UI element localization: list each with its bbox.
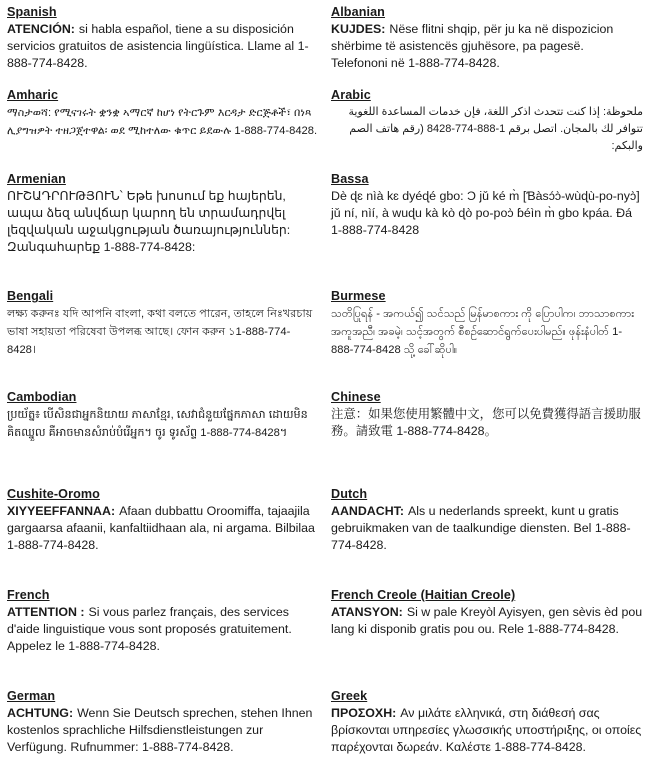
language-heading: Armenian bbox=[7, 172, 66, 186]
entry-bengali bbox=[7, 288, 319, 359]
notice-lead: ATENCIÓN: bbox=[7, 22, 75, 36]
notice-lead: ACHTUNG: bbox=[7, 706, 74, 720]
entry-german bbox=[7, 688, 319, 756]
entry-chinese bbox=[331, 389, 643, 440]
notice-lead: ՈՒՇԱԴՐՈՒԹՅՈՒՆ՝ bbox=[7, 189, 123, 203]
language-heading: Greek bbox=[331, 689, 368, 703]
entry-french-creole bbox=[331, 587, 643, 638]
language-heading: Spanish bbox=[7, 5, 57, 19]
notice-text: သတိပြုရန် - အကယ်၍ သင်သည် မြန်မာစကား ကို ပြောပါက၊ ဘာသာစကား အကူအညီ၊ အခမဲ့၊ သင့်အတွက် စီစဉ်ဆောင်ရွက်ပေးပါမည်။ ဖုန်းနံပါတ် 1-888-774-8428 သို့ ခေါ်ဆိုပါ။ bbox=[331, 308, 635, 356]
entry-cambodian bbox=[7, 389, 319, 442]
language-heading: Cambodian bbox=[7, 390, 77, 404]
notice-lead: XIYYEEFFANNAA: bbox=[7, 504, 116, 518]
notice-text: Afaan dubbattu Oroomiffa, tajaajila gargaarsa afaanii, kanfaltiidhaan ala, ni argama. Bilbilaa 1-888-774-8428. bbox=[7, 504, 315, 552]
notice-text: si habla español, tiene a su disposición servicios gratuitos de asistencia lingüística. Llame al 1-888-774-8428. bbox=[7, 22, 309, 70]
entry-burmese bbox=[331, 288, 643, 359]
notice-text: Si w pale Kreyòl Ayisyen, gen sèvis èd pou lang ki disponib gratis pou ou. Rele 1-888-774-8428. bbox=[331, 605, 643, 636]
notice-lead: KUJDES: bbox=[331, 22, 386, 36]
entry-french bbox=[7, 587, 319, 655]
notice-text: Si vous parlez français, des services d'aide linguistique vous sont proposés gratuitement. Appelez le 1-888-774-8428. bbox=[7, 605, 292, 653]
language-heading: Cushite-Oromo bbox=[7, 487, 100, 501]
language-heading: Albanian bbox=[331, 5, 385, 19]
language-heading: Amharic bbox=[7, 88, 59, 102]
language-heading: Dutch bbox=[331, 487, 368, 501]
notice-text: Als u nederlands spreekt, kunt u gratis gebruikmaken van de taalkundige diensten. Bel 1-888-774-8428. bbox=[331, 504, 631, 552]
entry-amharic bbox=[7, 87, 319, 140]
entry-cushite-oromo bbox=[7, 486, 319, 554]
entry-arabic bbox=[331, 87, 643, 155]
language-heading: Chinese bbox=[331, 390, 381, 404]
notice-text: Wenn Sie Deutsch sprechen, stehen Ihnen kostenlos sprachliche Hilfsdienstleistungen zur Verfügung. Rufnummer: 1-888-774-8428. bbox=[7, 706, 313, 754]
language-heading: French bbox=[7, 588, 50, 602]
language-heading: Arabic bbox=[331, 88, 371, 102]
entry-greek bbox=[331, 688, 643, 756]
language-heading: French Creole (Haitian Creole) bbox=[331, 588, 516, 602]
entry-armenian bbox=[7, 171, 319, 256]
language-heading: Burmese bbox=[331, 289, 386, 303]
notice-lead: ATANSYON: bbox=[331, 605, 403, 619]
notice-text: Dè ɖɛ nìà kɛ dyéɖé gbo: Ɔ jǔ ké m̀ [Ɓàsɔ́ɔ̀-wùɖù-po-nyɔ̀] jǔ ní, nìí, à wuɖu kà kò ɖò po-poɔ̀ ɓéìn m̀ gbo kpáa. Ɖá 1-888-774-8428 bbox=[331, 189, 640, 237]
notice-text: 注意：如果您使用繁體中文，您可以免費獲得語言援助服務。請致電 1-888-774-8428。 bbox=[331, 407, 641, 438]
entry-bassa bbox=[331, 171, 643, 239]
notice-text: Nëse flitni shqip, për ju ka në dispozicion shërbime të asistencës gjuhësore, pa pagesë. Telefononi në 1-888-774-8428. bbox=[331, 22, 614, 70]
notice-lead: ΠΡΟΣΟΧΗ: bbox=[331, 706, 397, 720]
notice-text: ማስታወሻ: የሚናገሩት ቋንቋ ኣማርኛ ከሆነ የትርጉም እርዳታ ድርጅቶች፣ በነጻ ሊያግዝዎት ተዘጋጀተዋል፡ ወደ ሚከተለው ቁጥር ይደውሉ 1-888-774-8428. bbox=[7, 107, 318, 137]
language-heading: Bengali bbox=[7, 289, 54, 303]
language-heading: German bbox=[7, 689, 56, 703]
notice-text: ملحوظة: إذا كنت تتحدث اذكر اللغة، فإن خدمات المساعدة اللغوية تتوافر لك بالمجان. اتصل برقم 1-888-774-8428 (رقم هاتف الصم والبكم: bbox=[348, 106, 643, 152]
entry-spanish bbox=[7, 4, 319, 72]
notice-text: ប្រយ័ត្ន៖ បើសិនជាអ្នកនិយាយ ភាសាខ្មែរ, សេវាជំនួយផ្នែកភាសា ដោយមិនគិតឈ្នួល គឺអាចមានសំរាប់បំរើអ្នក។ ចូរ ទូរស័ព្ទ 1-888-774-8428។ bbox=[7, 409, 308, 439]
notice-lead: AANDACHT: bbox=[331, 504, 404, 518]
language-heading: Bassa bbox=[331, 172, 369, 186]
entry-albanian bbox=[331, 4, 643, 72]
notice-lead: ATTENTION : bbox=[7, 605, 85, 619]
notice-text: Եթե խոսում եք հայերեն, ապա ձեզ անվճար կարող են տրամադրվել լեզվական աջակցության ծառայություններ: Զանգահարեք 1-888-774-8428: bbox=[7, 189, 291, 254]
notice-text: Αν μιλάτε ελληνικά, στη διάθεσή σας βρίσκονται υπηρεσίες γλωσσικής υποστήριξης, οι οποίες παρέχονται δωρεάν. Καλέστε 1-888-774-8428. bbox=[331, 706, 642, 754]
entry-dutch bbox=[331, 486, 643, 554]
notice-text: লক্ষ্য করুনঃ যদি আপনি বাংলা, কথা বলতে পারেন, তাহলে নিঃখরচায় ভাষা সহায়তা পরিষেবা উপলব্ধ আছে। ফোন করুন ১1-888-774-8428। bbox=[7, 308, 313, 356]
